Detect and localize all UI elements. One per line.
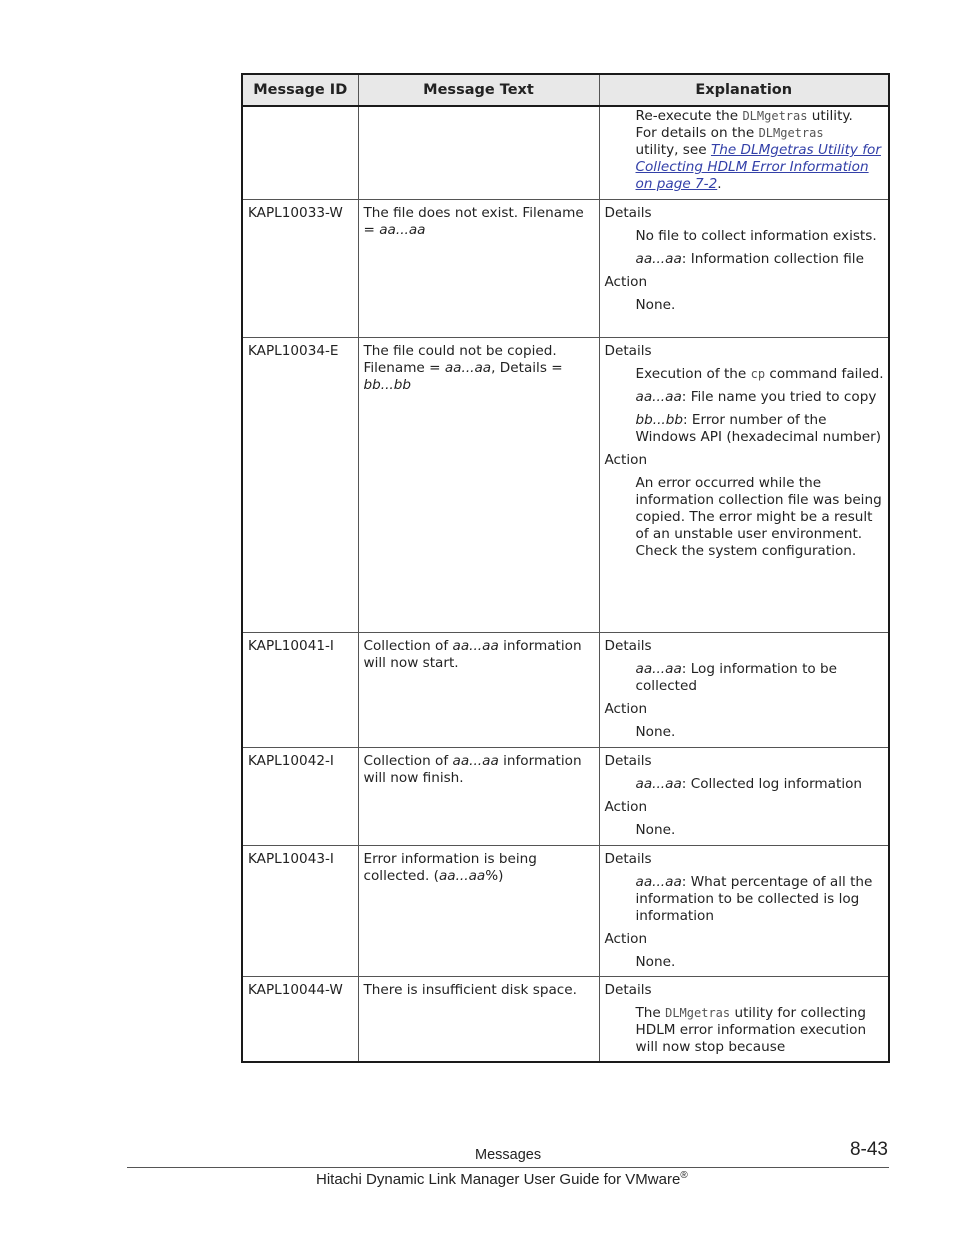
- header-message-id: Message ID: [242, 74, 358, 106]
- explanation-cell: [599, 106, 889, 200]
- details-label: Details: [604, 982, 652, 998]
- code-dlmgetras: DLMgetras: [758, 126, 824, 140]
- details-label: Details: [604, 851, 652, 867]
- details-label: Details: [604, 638, 652, 654]
- table-row: [242, 338, 889, 633]
- code-dlmgetras: DLMgetras: [665, 1006, 731, 1020]
- footer-divider: [127, 1167, 889, 1168]
- explanation-cell: Details aa...aa: Log information to be collected Action None.: [599, 633, 889, 748]
- code-cp: cp: [750, 367, 766, 381]
- message-id: KAPL10033-W: [242, 200, 358, 338]
- code-dlmgetras: DLMgetras: [742, 109, 808, 123]
- explanation-text: Re-execute the DLMgetras utility. For details on the DLMgetras utility, see The DLMgetras Utility for Collecting HDLM Error Information on page 7-2.: [635, 108, 881, 192]
- table-header-row: [242, 74, 889, 106]
- action-label: Action: [604, 799, 648, 815]
- action-label: Action: [604, 274, 648, 290]
- explanation-cell: Details aa...aa: Collected log information Action None.: [599, 748, 889, 846]
- explanation-cell: Details No file to collect information exists. aa...aa: Information collection file Action None.: [599, 200, 889, 338]
- message-text: Collection of aa...aa information will now start.: [358, 633, 599, 748]
- message-id: KAPL10041-I: [242, 633, 358, 748]
- table-row: [242, 200, 889, 338]
- details-label: Details: [604, 753, 652, 769]
- footer-book-title: Hitachi Dynamic Link Manager User Guide for VMware®: [316, 1170, 688, 1188]
- details-label: Details: [604, 343, 652, 359]
- dlmgetras-utility-link[interactable]: The DLMgetras Utility for Collecting HDLM Error Information on page 7-2: [635, 142, 881, 192]
- message-id: KAPL10044-W: [242, 977, 358, 1063]
- page-number: 8-43: [849, 1139, 888, 1160]
- header-message-text: Message Text: [358, 74, 599, 106]
- message-id: KAPL10034-E: [242, 338, 358, 633]
- message-id: KAPL10043-I: [242, 846, 358, 977]
- footer-section-name: Messages: [475, 1147, 542, 1163]
- message-text: Error information is being collected. (aa...aa%): [358, 846, 599, 977]
- table-row: [242, 748, 889, 846]
- header-explanation: Explanation: [599, 74, 889, 106]
- message-text: The file does not exist. Filename = aa...aa: [358, 200, 599, 338]
- table-row: [242, 977, 889, 1063]
- action-label: Action: [604, 452, 648, 468]
- table-row: [242, 633, 889, 748]
- message-text: There is insufficient disk space.: [358, 977, 599, 1063]
- message-text: Collection of aa...aa information will now finish.: [358, 748, 599, 846]
- message-id: KAPL10042-I: [242, 748, 358, 846]
- message-id-cell: [242, 106, 358, 200]
- action-label: Action: [604, 931, 648, 947]
- explanation-cell: Details Execution of the cp command failed. aa...aa: File name you tried to copy bb...bb: Error number of the Windows API (hexadecimal number) Action An error occurred while the information collection file was being copied. The error might be a result of an unstable user environment. Check the system configuration.: [599, 338, 889, 633]
- message-text-cell: [358, 106, 599, 200]
- details-label: Details: [604, 205, 652, 221]
- action-label: Action: [604, 701, 648, 717]
- message-table: [241, 73, 890, 1063]
- table-row: [242, 106, 889, 200]
- explanation-cell: Details The DLMgetras utility for collecting HDLM error information execution will now stop because: [599, 977, 889, 1063]
- explanation-cell: Details aa...aa: What percentage of all the information to be collected is log information Action None.: [599, 846, 889, 977]
- message-text: The file could not be copied. Filename = aa...aa, Details = bb...bb: [358, 338, 599, 633]
- table-row: [242, 846, 889, 977]
